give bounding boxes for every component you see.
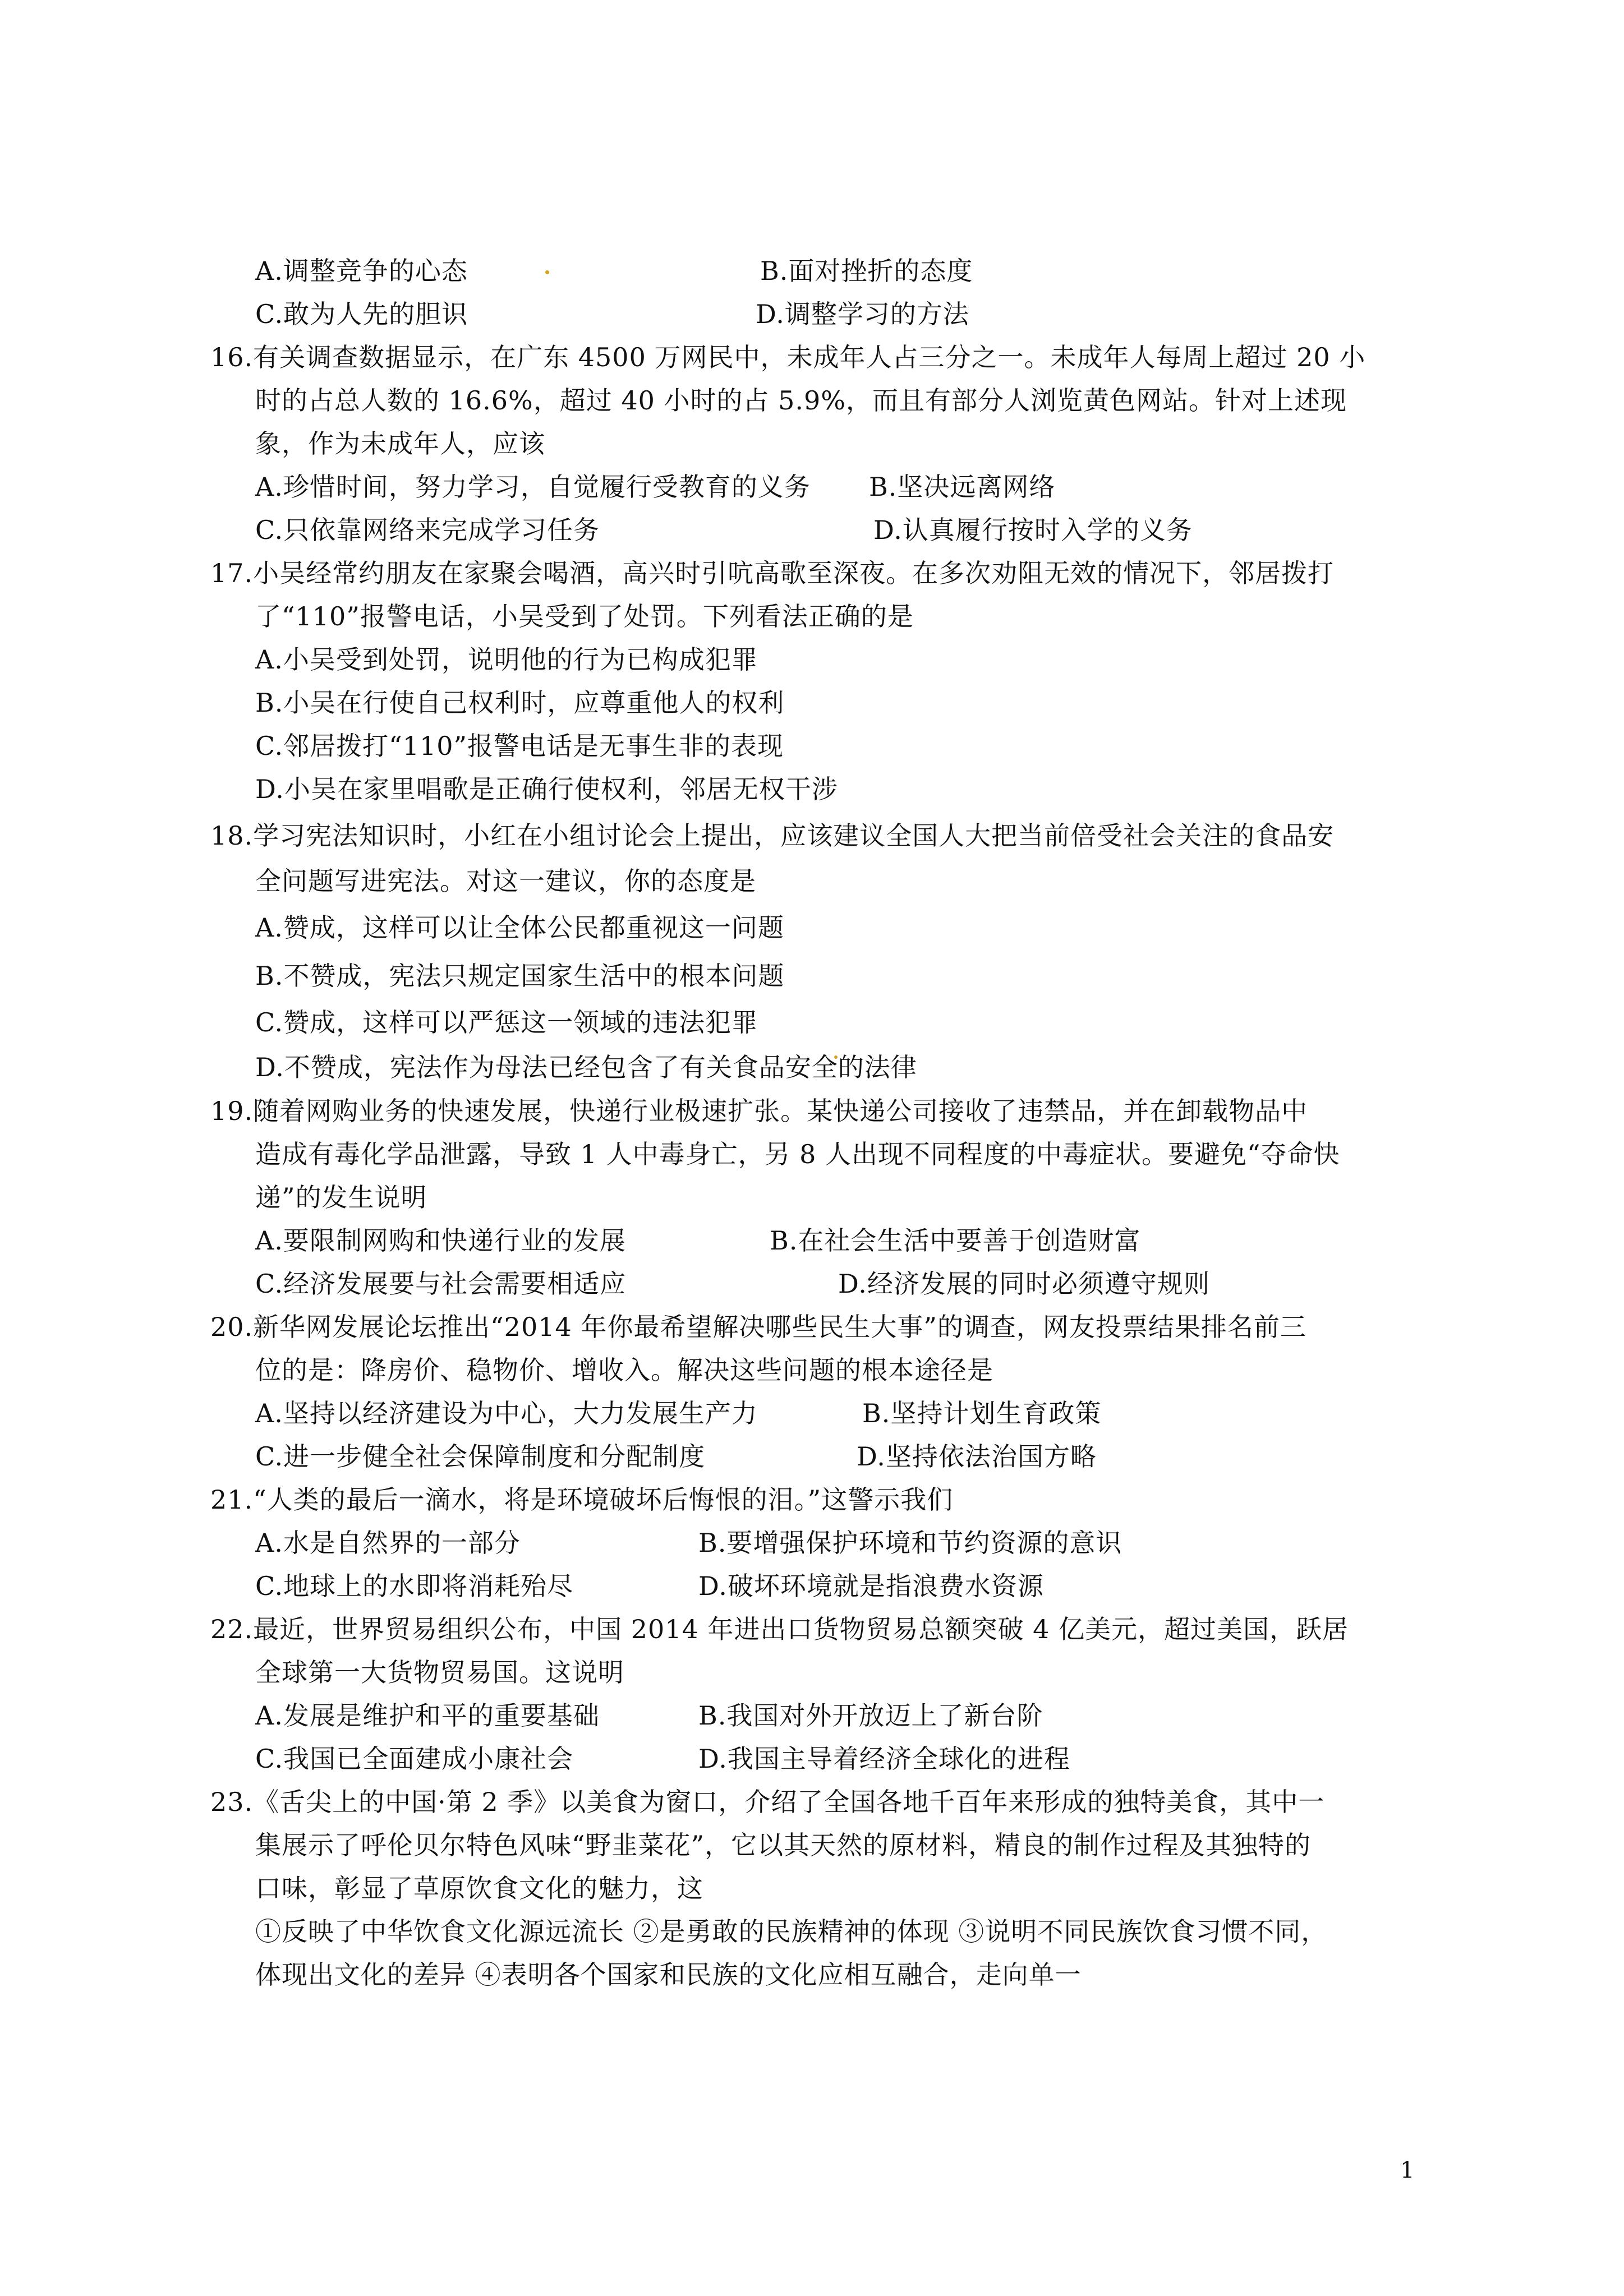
- q18-option-b: B.不赞成，宪法只规定国家生活中的根本问题: [255, 961, 785, 991]
- q19-option-c: C.经济发展要与社会需要相适应: [255, 1269, 627, 1299]
- q21-option-b: B.要增强保护环境和节约资源的意识: [698, 1528, 1122, 1558]
- q16-stem-line-2: 时的占总人数的 16.6%，超过 40 小时的占 5.9%，而且有部分人浏览黄色网站。针对上述现: [255, 385, 1347, 416]
- q21-option-c: C.地球上的水即将消耗殆尽: [255, 1571, 574, 1601]
- q17-option-a: A.小吴受到处罚，说明他的行为已构成犯罪: [255, 644, 758, 675]
- q19-stem-line-3: 递”的发生说明: [255, 1182, 427, 1212]
- q20-option-b: B.坚持计划生育政策: [862, 1398, 1102, 1428]
- q20-stem-line-1: 20.新华网发展论坛推出“2014 年你最希望解决哪些民生大事”的调查，网友投票结果排名前三: [210, 1312, 1306, 1342]
- q21-stem-line-1: 21.“人类的最后一滴水，将是环境破坏后悔恨的泪。”这警示我们: [210, 1484, 954, 1515]
- q16-stem-line-1: 16.有关调查数据显示，在广东 4500 万网民中，未成年人占三分之一。未成年人每周上超过 20 小: [210, 342, 1366, 372]
- q18-option-c: C.赞成，这样可以严惩这一领域的违法犯罪: [255, 1007, 758, 1038]
- q17-option-d: D.小吴在家里唱歌是正确行使权利，邻居无权干涉: [255, 774, 838, 804]
- q22-option-d: D.我国主导着经济全球化的进程: [698, 1744, 1070, 1774]
- stray-mark: [545, 270, 549, 274]
- q23-stem-line-3: 口味，彰显了草原饮食文化的魅力，这: [255, 1873, 703, 1903]
- q19-option-a: A.要限制网购和快递行业的发展: [255, 1225, 626, 1256]
- q20-option-d: D.坚持依法治国方略: [857, 1441, 1097, 1472]
- q15-option-c: C.敢为人先的胆识: [255, 299, 468, 329]
- q16-option-c: C.只依靠网络来完成学习任务: [255, 515, 600, 545]
- q16-option-d: D.认真履行按时入学的义务: [873, 515, 1193, 545]
- q22-option-c: C.我国已全面建成小康社会: [255, 1744, 574, 1774]
- q23-stem-line-2: 集展示了呼伦贝尔特色风味“野韭菜花”，它以其天然的原材料，精良的制作过程及其独特的: [255, 1830, 1312, 1860]
- q19-stem-line-2: 造成有毒化学品泄露，导致 1 人中毒身亡，另 8 人出现不同程度的中毒症状。要避免“夺命快: [255, 1139, 1340, 1169]
- q18-stem-line-2: 全问题写进宪法。对这一建议，你的态度是: [255, 866, 756, 896]
- q18-option-a: A.赞成，这样可以让全体公民都重视这一问题: [255, 912, 784, 943]
- q19-stem-line-1: 19.随着网购业务的快速发展，快递行业极速扩张。某快递公司接收了违禁品，并在卸载物品中: [210, 1096, 1308, 1126]
- q18-option-d: D.不赞成，宪法作为母法已经包含了有关食品安全的法律: [255, 1052, 917, 1082]
- q17-stem-line-2: 了“110”报警电话，小吴受到了处罚。下列看法正确的是: [255, 601, 914, 631]
- q17-stem-line-1: 17.小吴经常约朋友在家聚会喝酒，高兴时引吭高歌至深夜。在多次劝阻无效的情况下，邻居拨打: [210, 558, 1335, 588]
- q21-option-a: A.水是自然界的一部分: [255, 1528, 521, 1558]
- q16-option-b: B.坚决远离网络: [869, 472, 1056, 502]
- q15-option-a: A.调整竞争的心态: [255, 256, 468, 286]
- q15-option-b: B.面对挫折的态度: [760, 256, 973, 286]
- q18-stem-line-1: 18.学习宪法知识时，小红在小组讨论会上提出，应该建议全国人大把当前倍受社会关注的食品安: [210, 820, 1335, 851]
- q23-stem-line-1: 23.《舌尖上的中国·第 2 季》以美食为窗口，介绍了全国各地千百年来形成的独特美食，其中一: [210, 1787, 1325, 1817]
- q22-option-b: B.我国对外开放迈上了新台阶: [698, 1700, 1043, 1731]
- q20-stem-line-2: 位的是：降房价、稳物价、增收入。解决这些问题的根本途径是: [255, 1355, 993, 1385]
- q15-option-d: D.调整学习的方法: [756, 299, 969, 329]
- q23-stem-line-4: ①反映了中华饮食文化源远流长 ②是勇敢的民族精神的体现 ③说明不同民族饮食习惯不同，: [255, 1916, 1328, 1947]
- q20-option-c: C.进一步健全社会保障制度和分配制度: [255, 1441, 706, 1472]
- q16-stem-line-3: 象，作为未成年人，应该: [255, 428, 545, 459]
- q19-option-b: B.在社会生活中要善于创造财富: [770, 1225, 1141, 1256]
- q22-stem-line-1: 22.最近，世界贸易组织公布，中国 2014 年进出口货物贸易总额突破 4 亿美元，超过美国，跃居: [210, 1614, 1349, 1644]
- q23-stem-line-5: 体现出文化的差异 ④表明各个国家和民族的文化应相互融合，走向单一: [255, 1960, 1082, 1990]
- q22-stem-line-2: 全球第一大货物贸易国。这说明: [255, 1657, 624, 1688]
- q17-option-c: C.邻居拨打“110”报警电话是无事生非的表现: [255, 731, 784, 761]
- q20-option-a: A.坚持以经济建设为中心，大力发展生产力: [255, 1398, 758, 1428]
- q17-option-b: B.小吴在行使自己权利时，应尊重他人的权利: [255, 688, 785, 718]
- q22-option-a: A.发展是维护和平的重要基础: [255, 1700, 600, 1731]
- page-number: 1: [1400, 2157, 1415, 2183]
- q19-option-d: D.经济发展的同时必须遵守规则: [838, 1269, 1210, 1299]
- q21-option-d: D.破坏环境就是指浪费水资源: [698, 1571, 1044, 1601]
- q16-option-a: A.珍惜时间，努力学习，自觉履行受教育的义务: [255, 472, 811, 502]
